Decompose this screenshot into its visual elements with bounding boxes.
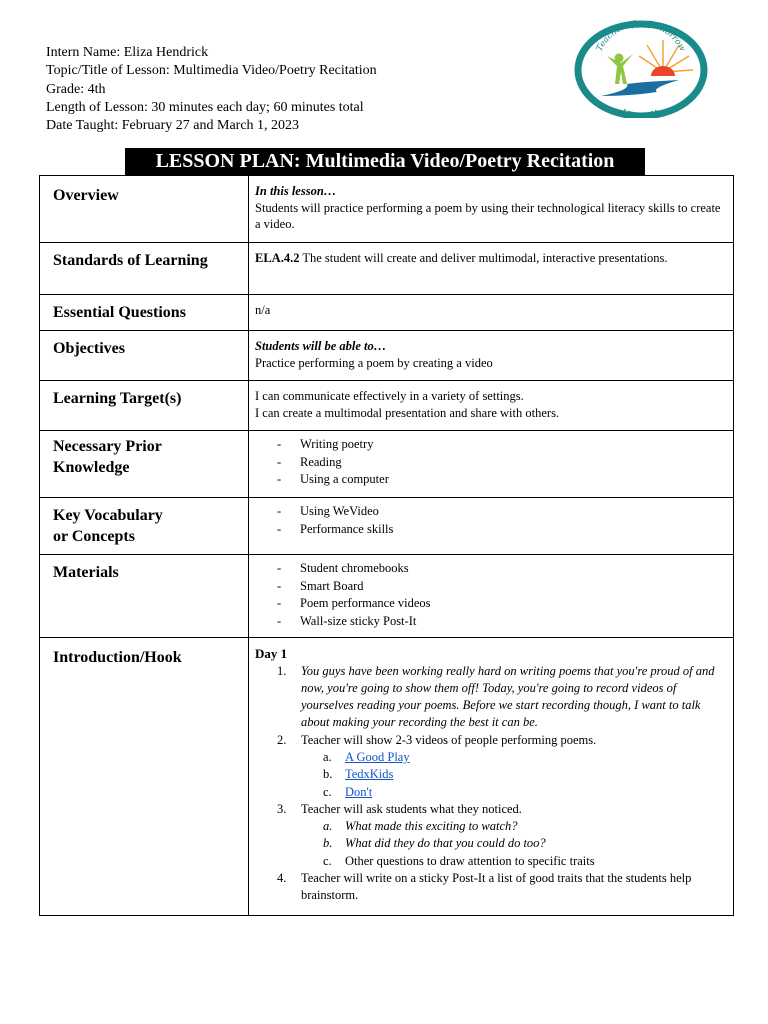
- step-number: 2.: [277, 732, 287, 747]
- vocab-label-line: or Concepts: [53, 528, 135, 545]
- prior-content: [249, 431, 734, 498]
- step-text: You guys have been working really hard on writing poems that you're proud of and now, you're going to show them off! Today, you're going to record videos of yourselves reading your poems. Before we start recording though, I want to talk about making your recording the best it can be.: [301, 663, 715, 730]
- sub-text: Other questions to draw attention to specific traits: [345, 853, 595, 868]
- sub-letter: a.: [323, 749, 332, 764]
- row-key-vocabulary: [40, 498, 734, 555]
- materials-label: Materials: [40, 555, 249, 638]
- list-item: [277, 870, 725, 905]
- list-item: [323, 853, 725, 870]
- list-item: - Smart Board: [277, 578, 725, 596]
- step-text: Teacher will ask students what they noticed.: [301, 801, 522, 816]
- list-item: - Writing poetry: [277, 436, 725, 454]
- list-item: - Wall-size sticky Post-It: [277, 613, 725, 631]
- standards-label: Standards of Learning: [40, 243, 249, 295]
- sub-letter: b.: [323, 767, 333, 782]
- materials-content: [249, 555, 734, 638]
- overview-label: Overview: [40, 176, 249, 243]
- intern-name: Intern Name: Eliza Hendrick: [46, 45, 209, 60]
- row-introduction-hook: [40, 638, 734, 916]
- list-item: - Performance skills: [277, 521, 725, 539]
- targets-label: Learning Target(s): [40, 381, 249, 431]
- row-standards: [40, 243, 734, 295]
- prior-label-line: Necessary Prior: [53, 438, 162, 455]
- target-line: I can create a multimodal presentation and share with others.: [255, 405, 560, 420]
- row-overview: [40, 176, 734, 243]
- video-link-dont[interactable]: Don't: [345, 784, 373, 799]
- target-line: I can communicate effectively in a variety of settings.: [255, 389, 524, 403]
- objectives-lead: Students will be able to…: [255, 339, 387, 353]
- prior-label-line: Knowledge: [53, 459, 130, 476]
- logo-bottom-text: VIRGINIA: [621, 107, 661, 118]
- step-text: Teacher will write on a sticky Post-It a list of good traits that the students help brainstorm.: [301, 871, 692, 903]
- lesson-grade: Grade: 4th: [46, 81, 106, 97]
- row-objectives: [40, 331, 734, 381]
- lesson-header: [46, 44, 377, 135]
- standards-text: The student will create and deliver multimodal, interactive presentations.: [299, 251, 668, 265]
- sub-text: What did they do that you could do too?: [345, 836, 546, 851]
- date-taught: Date Taught: February 27 and March 1, 2023: [46, 118, 300, 134]
- list-item: [323, 784, 725, 801]
- intro-label: Introduction/Hook: [40, 638, 249, 916]
- row-prior-knowledge: [40, 431, 734, 498]
- day-heading: Day 1: [255, 646, 288, 661]
- lesson-topic: Topic/Title of Lesson: Multimedia Video/Poetry Recitation: [46, 63, 377, 79]
- list-item: [323, 749, 725, 766]
- standards-content: [249, 243, 734, 295]
- objectives-text: Practice performing a poem by creating a video: [255, 355, 493, 370]
- logo-top-text: Teachers for Tomorrow: [594, 18, 688, 54]
- step-number: 3.: [277, 801, 287, 816]
- prior-label: [40, 431, 249, 498]
- sub-letter: c.: [323, 784, 332, 799]
- step-text: Teacher will show 2-3 videos of people performing poems.: [301, 732, 597, 747]
- overview-text: Students will practice performing a poem by using their technological literacy skills to create a video.: [255, 200, 721, 231]
- lesson-plan-table: [39, 175, 734, 916]
- list-item: [323, 818, 725, 835]
- row-essential-questions: [40, 295, 734, 331]
- objectives-content: [249, 331, 734, 381]
- list-item: [323, 766, 725, 783]
- step-number: 4.: [277, 871, 287, 886]
- list-item: [277, 732, 725, 801]
- vocab-label-line: Key Vocabulary: [53, 507, 163, 524]
- essential-label: Essential Questions: [40, 295, 249, 331]
- list-item: - Using WeVideo: [277, 503, 725, 521]
- targets-content: [249, 381, 734, 431]
- standards-code: ELA.4.2: [255, 251, 300, 265]
- teachers-for-tomorrow-logo: [571, 18, 711, 118]
- page-title: LESSON PLAN: Multimedia Video/Poetry Recitation: [125, 148, 645, 175]
- list-item: - Poem performance videos: [277, 595, 725, 613]
- sub-letter: a.: [323, 819, 333, 834]
- list-item: [277, 801, 725, 870]
- video-link-tedxkids[interactable]: TedxKids: [345, 767, 394, 782]
- list-item: - Student chromebooks: [277, 560, 725, 578]
- sub-letter: b.: [323, 836, 333, 851]
- essential-text: n/a: [249, 295, 734, 331]
- overview-content: [249, 176, 734, 243]
- vocab-content: [249, 498, 734, 555]
- overview-lead: In this lesson…: [255, 184, 337, 198]
- list-item: - Using a computer: [277, 471, 725, 489]
- step-number: 1.: [277, 663, 287, 678]
- list-item: [323, 835, 725, 852]
- row-learning-targets: [40, 381, 734, 431]
- list-item: [277, 663, 725, 732]
- intro-content: [249, 638, 734, 916]
- list-item: - Reading: [277, 454, 725, 472]
- row-materials: [40, 555, 734, 638]
- video-link-a-good-play[interactable]: A Good Play: [345, 749, 410, 764]
- objectives-label: Objectives: [40, 331, 249, 381]
- sub-letter: c.: [323, 853, 332, 868]
- vocab-label: [40, 498, 249, 555]
- lesson-length: Length of Lesson: 30 minutes each day; 60 minutes total: [46, 99, 364, 115]
- sub-text: What made this exciting to watch?: [345, 819, 518, 834]
